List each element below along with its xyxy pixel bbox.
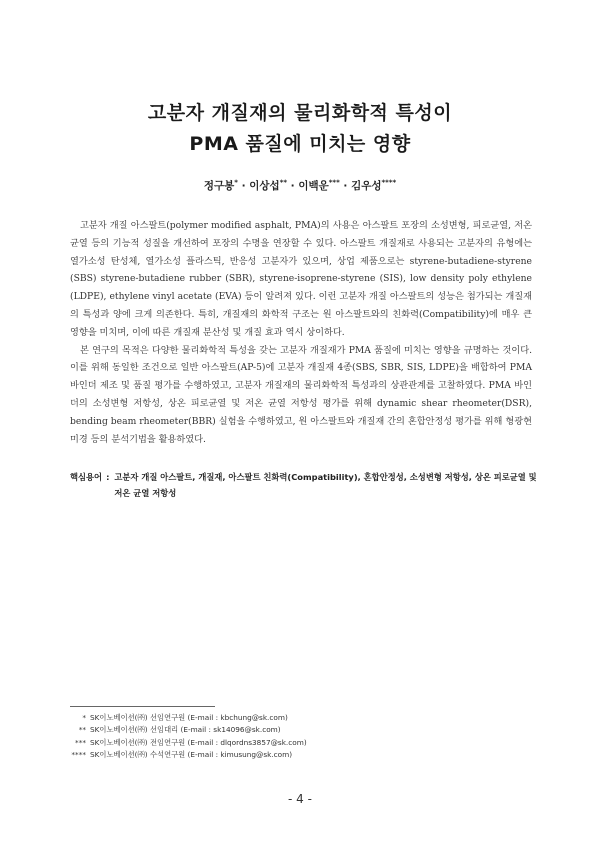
page-number: - 4 -	[288, 792, 312, 806]
footnote-text: SK이노베이션(㈜) 전임연구원 (E-mail : dlqordns3857@sk.com)	[90, 737, 307, 747]
abstract-paragraph-1: 고분자 개질 아스팔트(polymer modified asphalt, PMA)의 사용은 아스팔트 포장의 소성변형, 피로균열, 저온균열 등의 기능적 성질을 개선하여 포장의 수명을 연장할 수 있다. 아스팔트 개질재로 사용되는 고분자의 유형에는 열가소성 탄성체, 열가소성 플라스틱, 반응성 고분자가 있으며, 상업 제품으로는 styrene-butadiene-styrene (SBS) styrene-butadiene rubber (SBR), styrene-isoprene-styrene (SIS), low density poly ethylene (LDPE), ethylene vinyl acetate (EVA) 등이 알려져 있다. 이런 고분자 개질 아스팔트의 성능은 첨가되는 개질재의 특성과 양에 크게 의존한다. 특히, 개질재의 화학적 구조는 원 아스팔트와의 친화력(Compatibility)에 매우 큰 영향을 미치며, 이에 따른 개질재 분산성 및 개질 효과 역시 상이하다.	[70, 220, 532, 338]
author-mark: **	[279, 178, 288, 187]
footnote-mark: **	[78, 725, 86, 735]
author-separator: ·	[290, 180, 295, 192]
footnote-item	[60, 737, 307, 749]
abstract-paragraph-2: 본 연구의 목적은 다양한 물리화학적 특성을 갖는 고분자 개질재가 PMA 품질에 미치는 영향을 규명하는 것이다. 이를 위해 동일한 조건으로 일반 아스팔트(AP-5)에 고분자 개질재 4종(SBS, SBR, SIS, LDPE)을 배합하여 PMA 바인더 제조 및 품질 평가를 수행하였고, 고분자 개질재의 물리화학적 특성과의 상관관계를 고찰하였다. PMA 바인더의 소성변형 저항성, 상온 피로균열 및 저온 균열 저항성 평가를 위해 dynamic shear rheometer(DSR), bending beam rheometer(BBR) 실험을 수행하였고, 원 아스팔트와 개질재 간의 혼합안정성 평가를 위해 형광현미경 등의 분석기법을 활용하였다.	[70, 344, 532, 445]
author-mark: ****	[381, 178, 397, 187]
author-separator: ·	[343, 180, 348, 192]
keywords-label: 핵심용어	[70, 472, 103, 482]
footnote-mark: *	[82, 713, 86, 722]
footnote-text: SK이노베이션(㈜) 수석연구원 (E-mail : kimusung@sk.com)	[90, 750, 293, 760]
author-name: 이상섭	[249, 180, 280, 192]
footnote-item	[60, 712, 307, 724]
author-name: 이백운	[298, 180, 329, 192]
footnote-item	[60, 749, 307, 761]
paper-title-line-2: PMA 품질에 미치는 영향	[189, 133, 411, 155]
footnote-mark: ****	[71, 750, 86, 760]
author-mark: *	[234, 178, 238, 187]
author-name: 정구봉	[203, 180, 235, 192]
keywords	[70, 470, 540, 501]
author-list	[0, 178, 600, 193]
author-mark: ***	[328, 178, 340, 187]
paper-title-line-1: 고분자 개질재의 물리화학적 특성이	[147, 102, 453, 124]
footnote-mark: ***	[75, 737, 86, 747]
author-separator: ·	[241, 180, 246, 192]
footnote-divider	[70, 706, 215, 707]
footnote-text: SK이노베이션(㈜) 선임대리 (E-mail : sk14096@sk.com)	[90, 725, 281, 735]
keywords-separator: :	[106, 472, 110, 482]
keywords-text: 고분자 개질 아스팔트, 개질재, 아스팔트 친화력(Compatibility), 혼합안정성, 소성변형 저항성, 상온 피로균열 및 저온 균열 저항성	[114, 472, 537, 498]
footnote-text: SK이노베이션(㈜) 선임연구원 (E-mail : kbchung@sk.com)	[90, 713, 288, 722]
abstract	[70, 217, 532, 448]
footnote-item	[60, 724, 307, 736]
author-name: 김우성	[351, 180, 382, 192]
footnotes	[60, 712, 307, 762]
